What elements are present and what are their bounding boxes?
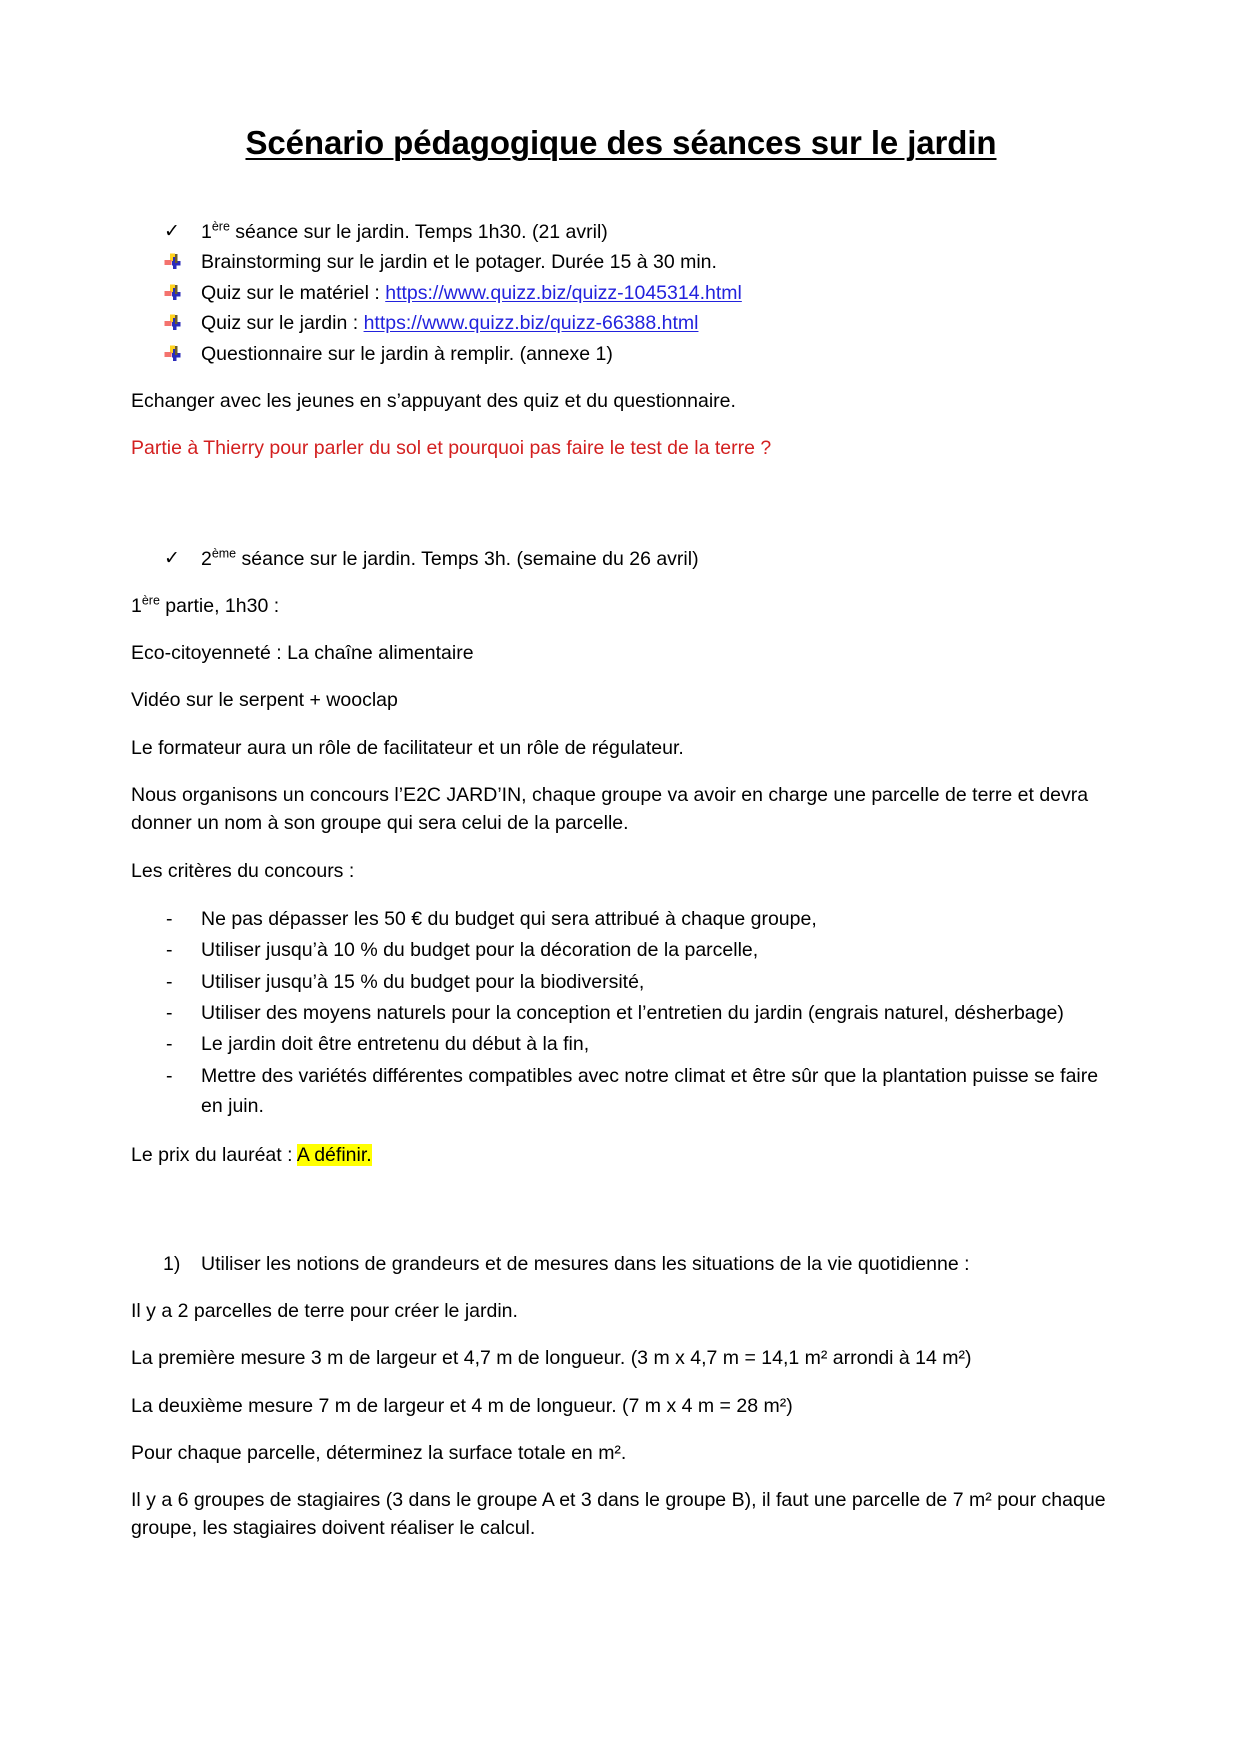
list-item-number: 1) bbox=[163, 1252, 181, 1275]
list-item-label: Utiliser jusqu’à 10 % du budget pour la décoration de la parcelle, bbox=[201, 939, 759, 962]
surface-task-paragraph: Pour chaque parcelle, déterminez la surface totale en m². bbox=[131, 1441, 627, 1464]
quiz-materiel-link[interactable]: https://www.quizz.biz/quizz-1045314.html bbox=[385, 281, 742, 304]
list-item-label: Utiliser des moyens naturels pour la conception et l’entretien du jardin (engrais naturel, désherbage) bbox=[201, 1001, 1064, 1024]
session2-heading-label: séance sur le jardin. Temps 3h. (semaine du 26 avril) bbox=[236, 547, 699, 570]
list-item-label: Ne pas dépasser les 50 € du budget qui sera attribué à chaque groupe, bbox=[201, 907, 817, 930]
list-item bbox=[131, 1250, 1111, 1279]
list-item-label: Quiz sur le matériel : bbox=[201, 281, 386, 304]
video-paragraph: Vidéo sur le serpent + wooclap bbox=[131, 689, 398, 712]
list-item-label: Utiliser jusqu’à 15 % du budget pour la biodiversité, bbox=[201, 970, 645, 993]
list-item-label: Questionnaire sur le jardin à remplir. (annexe 1) bbox=[201, 342, 613, 365]
document-content bbox=[131, 0, 1111, 1562]
list-item-prefix: 1 bbox=[201, 220, 212, 243]
ordinal-suffix: ère bbox=[211, 219, 230, 234]
criteria-intro-paragraph: Les critères du concours : bbox=[131, 859, 355, 882]
list-item-label: Brainstorming sur le jardin et le potager. Durée 15 à 30 min. bbox=[201, 251, 717, 274]
eco-citizenship-paragraph: Eco-citoyenneté : La chaîne alimentaire bbox=[131, 642, 474, 665]
arrow-bullet-icon bbox=[164, 314, 181, 331]
arrow-bullet-icon bbox=[164, 253, 181, 270]
spacer bbox=[131, 1123, 1111, 1141]
spacer bbox=[131, 482, 1111, 544]
checkmark-icon: ✓ bbox=[164, 220, 180, 242]
ordinal-suffix: ème bbox=[211, 546, 237, 560]
plots-count-paragraph: Il y a 2 parcelles de terre pour créer le jardin. bbox=[131, 1300, 518, 1323]
list-item bbox=[131, 217, 1111, 247]
dash-bullet-icon: - bbox=[166, 1033, 173, 1056]
ordinal-suffix: ère bbox=[141, 593, 160, 608]
list-item bbox=[131, 278, 1111, 308]
part1-label: partie, 1h30 : bbox=[159, 594, 280, 617]
prize-label: Le prix du lauréat : bbox=[131, 1143, 297, 1166]
arrow-bullet-icon bbox=[164, 345, 181, 362]
list-item bbox=[131, 544, 1111, 574]
red-note-paragraph: Partie à Thierry pour parler du sol et pourquoi pas faire le test de la terre ? bbox=[131, 437, 772, 460]
contest-paragraph: Nous organisons un concours l’E2C JARD’IN, chaque groupe va avoir en charge une parcelle de terre et devra donner un nom à son groupe qui sera celui de la parcelle. bbox=[131, 783, 1089, 835]
prize-paragraph bbox=[131, 1141, 1111, 1188]
list-item bbox=[131, 967, 1111, 998]
spacer bbox=[131, 574, 1111, 592]
list-item-label: Le jardin doit être entretenu du début à la fin, bbox=[201, 1033, 590, 1056]
trainer-role-paragraph: Le formateur aura un rôle de facilitateur et un rôle de régulateur. bbox=[131, 736, 684, 759]
dash-bullet-icon: - bbox=[166, 1064, 173, 1087]
page-title-text: Scénario pédagogique des séances sur le jardin bbox=[245, 124, 997, 161]
list-item bbox=[131, 339, 1111, 369]
session2-heading-prefix: 2 bbox=[201, 547, 212, 570]
spacer bbox=[131, 1188, 1111, 1250]
dash-bullet-icon: - bbox=[166, 907, 173, 930]
checkmark-icon: ✓ bbox=[164, 547, 180, 569]
list-item bbox=[131, 308, 1111, 338]
list-item-label: Quiz sur le jardin : bbox=[201, 312, 364, 335]
second-plot-paragraph: La deuxième mesure 7 m de largeur et 4 m de longueur. (7 m x 4 m = 28 m²) bbox=[131, 1394, 793, 1417]
part1-paragraph bbox=[131, 592, 1111, 639]
numbered-task-list bbox=[131, 1250, 1111, 1279]
spacer bbox=[131, 369, 1111, 387]
list-item bbox=[131, 1061, 1111, 1123]
list-item-label: Mettre des variétés différentes compatibles avec notre climat et être sûr que la plantation puisse se faire en juin. bbox=[201, 1064, 1099, 1118]
dash-bullet-icon: - bbox=[166, 1001, 173, 1024]
session2-heading-list bbox=[131, 544, 1111, 574]
list-item-label: Utiliser les notions de grandeurs et de mesures dans les situations de la vie quotidienne : bbox=[201, 1252, 970, 1275]
part1-prefix: 1 bbox=[131, 594, 142, 617]
list-item bbox=[131, 247, 1111, 277]
page-title bbox=[131, 0, 1111, 163]
exchange-paragraph: Echanger avec les jeunes en s’appuyant des quiz et du questionnaire. bbox=[131, 389, 736, 412]
session1-list bbox=[131, 217, 1111, 369]
prize-value-highlighted: A définir. bbox=[296, 1143, 372, 1166]
arrow-bullet-icon bbox=[164, 284, 181, 301]
list-item bbox=[131, 998, 1111, 1029]
dash-bullet-icon: - bbox=[166, 939, 173, 962]
criteria-list bbox=[131, 904, 1111, 1123]
spacer bbox=[131, 1279, 1111, 1297]
list-item bbox=[131, 1029, 1111, 1060]
list-item bbox=[131, 904, 1111, 935]
first-plot-paragraph: La première mesure 3 m de largeur et 4,7 m de longueur. (3 m x 4,7 m = 14,1 m² arrondi à 14 m²) bbox=[131, 1347, 972, 1370]
dash-bullet-icon: - bbox=[166, 970, 173, 993]
list-item-label: séance sur le jardin. Temps 1h30. (21 avril) bbox=[229, 220, 608, 243]
groups-paragraph: Il y a 6 groupes de stagiaires (3 dans le groupe A et 3 dans le groupe B), il faut une parcelle de 7 m² pour chaque groupe, les stagiaires doivent réaliser le calcul. bbox=[131, 1489, 1106, 1540]
list-item bbox=[131, 935, 1111, 966]
spacer bbox=[131, 163, 1111, 217]
quiz-jardin-link[interactable]: https://www.quizz.biz/quizz-66388.html bbox=[363, 312, 699, 335]
